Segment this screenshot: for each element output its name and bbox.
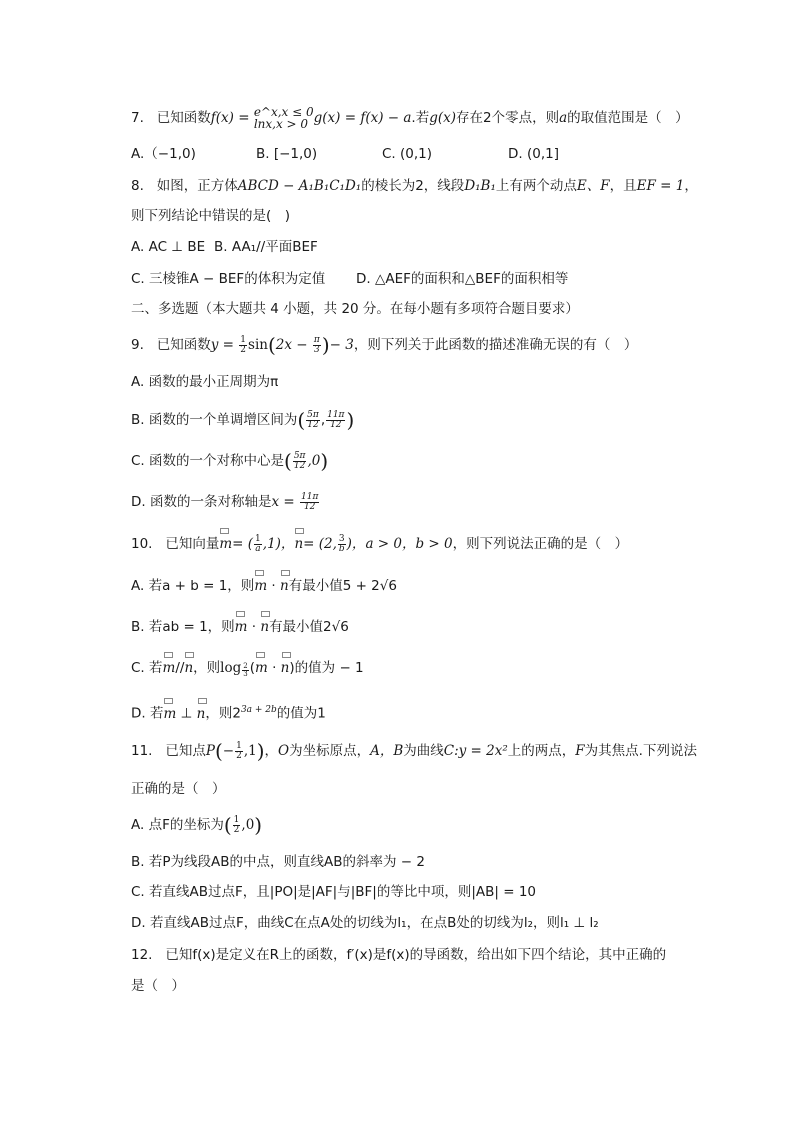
frac-den: 3 bbox=[243, 669, 248, 678]
vector-label: m bbox=[234, 619, 248, 635]
vector-m bbox=[163, 658, 176, 678]
math-expr: ABCD − A₁B₁C₁D₁ bbox=[237, 178, 362, 194]
question-7 bbox=[131, 106, 689, 130]
math-expr: ,1)， bbox=[262, 536, 295, 552]
math-expr: g(x) bbox=[429, 110, 457, 126]
q11-option-b[interactable]: B. 若P为线段AB的中点，则直线AB的斜率为 − 2 bbox=[131, 854, 425, 870]
fraction bbox=[254, 535, 262, 554]
vector-arrow-icon bbox=[281, 570, 290, 576]
question-text: 为曲线 bbox=[403, 743, 444, 759]
question-text: 为坐标原点， bbox=[289, 743, 371, 759]
math-expr: f(x) = bbox=[210, 110, 250, 126]
vector-arrow-icon bbox=[255, 570, 264, 576]
q8-option-c[interactable]: C. 三棱锥A − BEF的体积为定值 bbox=[131, 271, 326, 287]
frac-den: 12 bbox=[307, 419, 319, 430]
piecewise-function bbox=[254, 106, 314, 130]
vector-label: m bbox=[162, 660, 176, 676]
math-expr: x = bbox=[271, 494, 295, 510]
vector-arrow-icon bbox=[261, 611, 270, 617]
question-text: 存在2个零点，则 bbox=[456, 110, 560, 126]
question-text: ，且 bbox=[609, 178, 637, 194]
fraction bbox=[233, 816, 241, 835]
paren: ( bbox=[214, 739, 223, 763]
vector-n bbox=[184, 658, 193, 678]
vector-arrow-icon bbox=[164, 652, 173, 658]
log-base-fraction bbox=[242, 663, 248, 678]
q10-option-d[interactable]: D. 若 m ⊥ n，则$2^{3a + 2b}$的值为1 bbox=[131, 700, 326, 724]
question-text: 已知向量 bbox=[165, 536, 220, 552]
q12-line-2: 是（ ） bbox=[131, 978, 185, 994]
vector-n bbox=[281, 658, 290, 678]
question-11 bbox=[131, 741, 697, 761]
question-text: 如图，正方体 bbox=[156, 178, 238, 194]
question-text: 上的两点， bbox=[507, 743, 576, 759]
math-expr: y = bbox=[210, 337, 234, 353]
math-expr: = (2, bbox=[303, 536, 337, 552]
option-text: A. 若a + b = 1，则 bbox=[131, 578, 255, 594]
q7-option-b[interactable]: B. [−1,0) bbox=[256, 146, 318, 162]
option-text: B. 函数的一个单调增区间为 bbox=[131, 412, 298, 428]
vector-n bbox=[294, 534, 303, 554]
piece-case-2: lnx,x > 0 bbox=[253, 117, 309, 131]
option-text: ，则2 bbox=[205, 705, 241, 722]
question-text: 已知函数 bbox=[156, 110, 211, 126]
q9-option-c[interactable] bbox=[131, 451, 328, 471]
math-expr: EF = 1 bbox=[636, 178, 685, 194]
vector-label: n bbox=[184, 660, 194, 676]
option-text: C. 若 bbox=[131, 660, 163, 676]
q10-option-a[interactable]: A. 若a + b = 1，则 m · n有最小值5 + 2√6 bbox=[131, 576, 397, 596]
frac-den: 2 bbox=[240, 344, 247, 355]
option-text: D. 函数的一条对称轴是 bbox=[131, 494, 272, 510]
q9-option-a[interactable]: A. 函数的最小正周期为π bbox=[131, 374, 279, 390]
frac-num: 5π bbox=[307, 409, 319, 420]
fraction bbox=[313, 336, 321, 355]
question-number: 11. bbox=[131, 743, 153, 759]
question-text: 的棱长为2，线段 bbox=[361, 178, 465, 194]
paren: ) bbox=[320, 449, 329, 473]
paren: ) bbox=[254, 813, 263, 837]
q11-option-a[interactable] bbox=[131, 815, 262, 835]
question-number: 9. bbox=[131, 337, 144, 353]
vector-n bbox=[280, 576, 289, 596]
math-expr: C:y = 2x² bbox=[443, 743, 508, 759]
math-expr: = ( bbox=[232, 536, 254, 552]
fraction bbox=[239, 336, 247, 355]
math-expr: E、F bbox=[576, 178, 610, 194]
fraction bbox=[300, 493, 319, 512]
paren: ( bbox=[297, 408, 306, 432]
math-expr: sin bbox=[248, 337, 268, 353]
option-text: 的值为1 bbox=[276, 705, 326, 722]
frac-num: 5π bbox=[293, 450, 306, 461]
frac-num: π bbox=[313, 334, 320, 345]
math-expr: − 3 bbox=[329, 337, 354, 353]
math-expr: A，B bbox=[370, 743, 404, 759]
frac-den: a bbox=[255, 543, 261, 554]
frac-den: 2 bbox=[236, 750, 242, 761]
question-text: 为其焦点.下列说法 bbox=[584, 743, 697, 759]
vector-m bbox=[235, 617, 248, 637]
vector-label: m bbox=[163, 705, 177, 722]
fraction bbox=[235, 742, 243, 761]
paren: ( bbox=[267, 333, 276, 357]
question-text: 已知f(x)是定义在R上的函数，f′(x)是f(x)的导函数，给出如下四个结论，其中正确的 bbox=[165, 947, 667, 963]
question-text: ， bbox=[264, 743, 279, 759]
question-10 bbox=[131, 534, 628, 554]
question-number: 8. bbox=[131, 178, 144, 194]
frac-num: 11π bbox=[301, 491, 319, 502]
q7-option-a[interactable]: A.（−1,0) bbox=[131, 146, 196, 162]
math-expr: ,0 bbox=[241, 817, 255, 833]
math-expr: log bbox=[220, 660, 242, 676]
q9-option-b[interactable]: B. 函数的一个单调增区间为( $\frac{5\pi}{12}$ , $\frac{11\pi}{12}$ ) bbox=[131, 408, 355, 432]
frac-num: 1 bbox=[233, 814, 240, 825]
vector-label: m bbox=[254, 578, 268, 594]
q9-option-d[interactable] bbox=[131, 492, 320, 512]
frac-num: 1 bbox=[255, 533, 261, 544]
vector-arrow-icon bbox=[282, 652, 291, 658]
vector-label: m bbox=[254, 660, 268, 676]
vector-n bbox=[197, 704, 206, 724]
math-expr: P bbox=[205, 743, 215, 759]
vector-arrow-icon bbox=[220, 528, 229, 534]
q10-option-b[interactable]: B. 若ab = 1，则 m · n有最小值2√6 bbox=[131, 617, 349, 637]
fraction bbox=[306, 411, 320, 430]
frac-num: 3 bbox=[338, 533, 345, 544]
vector-label: n bbox=[260, 619, 270, 635]
vector-arrow-icon bbox=[236, 611, 245, 617]
math-expr: ,1 bbox=[243, 743, 257, 759]
vector-arrow-icon bbox=[295, 528, 304, 534]
frac-num: 11π bbox=[327, 409, 345, 420]
vector-arrow-icon bbox=[164, 698, 173, 704]
frac-num: 2 bbox=[243, 661, 248, 670]
paren: ) bbox=[256, 739, 265, 763]
vector-arrow-icon bbox=[198, 698, 207, 704]
vector-label: n bbox=[280, 578, 289, 594]
vector-label: n bbox=[294, 536, 304, 552]
frac-den: b bbox=[338, 543, 345, 554]
q8-option-b[interactable]: B. AA₁//平面BEF bbox=[214, 239, 318, 255]
q7-option-d[interactable]: D. (0,1] bbox=[508, 146, 559, 162]
paren: ) bbox=[321, 333, 330, 357]
vector-arrow-icon bbox=[256, 652, 265, 658]
math-expr: )， bbox=[346, 536, 366, 552]
fraction bbox=[293, 452, 307, 471]
math-expr: 2x − bbox=[275, 337, 308, 353]
question-number: 12. bbox=[131, 947, 153, 963]
fraction bbox=[326, 411, 345, 430]
q11-option-d[interactable]: D. 若直线AB过点F，曲线C在点A处的切线为l₁，在点B处的切线为l₂，则l₁ ⊥ l₂ bbox=[131, 915, 599, 931]
question-text: 已知点 bbox=[165, 743, 206, 759]
frac-den: 12 bbox=[330, 419, 342, 430]
vector-label: n bbox=[196, 705, 206, 722]
option-text: 的值为 − 1 bbox=[294, 660, 364, 676]
question-number: 10. bbox=[131, 536, 153, 552]
option-text: ，则 bbox=[193, 660, 221, 676]
math-expr: F bbox=[575, 743, 585, 759]
question-text: 的取值范围是（ ） bbox=[567, 110, 689, 126]
q7-option-c[interactable]: C. (0,1) bbox=[382, 146, 433, 162]
frac-den: 2 bbox=[233, 824, 240, 835]
section-heading: 二、多选题（本大题共 4 小题，共 20 分。在每小题有多项符合题目要求） bbox=[131, 301, 579, 317]
question-8 bbox=[131, 176, 698, 196]
q8-line-2: 则下列结论中错误的是( ) bbox=[131, 208, 291, 224]
q8-option-a[interactable]: A. AC ⊥ BE bbox=[131, 239, 206, 255]
vector-m bbox=[255, 658, 268, 678]
vector-m bbox=[163, 704, 176, 724]
q8-option-d[interactable]: D. △AEF的面积和△BEF的面积相等 bbox=[356, 271, 569, 287]
vector-label: n bbox=[280, 660, 290, 676]
q10-option-c[interactable]: C. 若 m// n，则log $\frac{2}{3}$ ( m · n)的值为 − 1 bbox=[131, 658, 364, 678]
question-text: 上有两个动点 bbox=[495, 178, 577, 194]
question-12 bbox=[131, 945, 666, 965]
vector-m bbox=[254, 576, 267, 596]
option-text: B. 若ab = 1，则 bbox=[131, 619, 235, 635]
math-expr: ,0 bbox=[307, 453, 321, 469]
paren: ) bbox=[346, 408, 355, 432]
vector-n bbox=[260, 617, 269, 637]
piece-case-1: e^x,x ≤ 0 bbox=[253, 105, 314, 119]
frac-num: 1 bbox=[240, 334, 247, 345]
question-text: ，则下列说法正确的是（ ） bbox=[452, 536, 629, 552]
math-expr: − bbox=[222, 743, 235, 759]
option-text: A. 点F的坐标为 bbox=[131, 817, 224, 833]
q11-option-c[interactable]: C. 若直线AB过点F，且|PO|是|AF|与|BF|的等比中项，则|AB| = 10 bbox=[131, 884, 537, 900]
math-expr: D₁B₁ bbox=[464, 178, 496, 194]
option-text: C. 函数的一个对称中心是 bbox=[131, 453, 285, 469]
vector-m bbox=[219, 534, 232, 554]
question-text: ，则下列关于此函数的描述准确无误的有（ ） bbox=[353, 337, 638, 353]
frac-den: 3 bbox=[314, 344, 320, 355]
math-expr: a > 0，b > 0 bbox=[365, 536, 453, 552]
option-text: 有最小值5 + 2√6 bbox=[288, 578, 397, 594]
question-text: 已知函数 bbox=[156, 337, 211, 353]
paren: ( bbox=[223, 813, 232, 837]
paren: ( bbox=[284, 449, 292, 473]
question-number: 7. bbox=[131, 110, 144, 126]
frac-den: 12 bbox=[293, 460, 306, 471]
math-expr: a bbox=[559, 110, 568, 126]
frac-num: 1 bbox=[236, 740, 242, 751]
vector-arrow-icon bbox=[185, 652, 194, 658]
q11-line-2: 正确的是（ ） bbox=[131, 781, 226, 797]
fraction bbox=[338, 535, 346, 554]
question-9 bbox=[131, 335, 637, 355]
math-expr: O bbox=[278, 743, 290, 759]
option-text: D. 若 bbox=[131, 705, 164, 722]
vector-label: m bbox=[219, 536, 233, 552]
exponent: 3a + 2b bbox=[240, 705, 277, 715]
math-expr: g(x) = f(x) − a bbox=[313, 110, 412, 126]
frac-den: 12 bbox=[303, 501, 316, 512]
question-text: ， bbox=[684, 178, 698, 194]
option-text: 有最小值2√6 bbox=[269, 619, 349, 635]
question-text: .若 bbox=[411, 110, 430, 126]
